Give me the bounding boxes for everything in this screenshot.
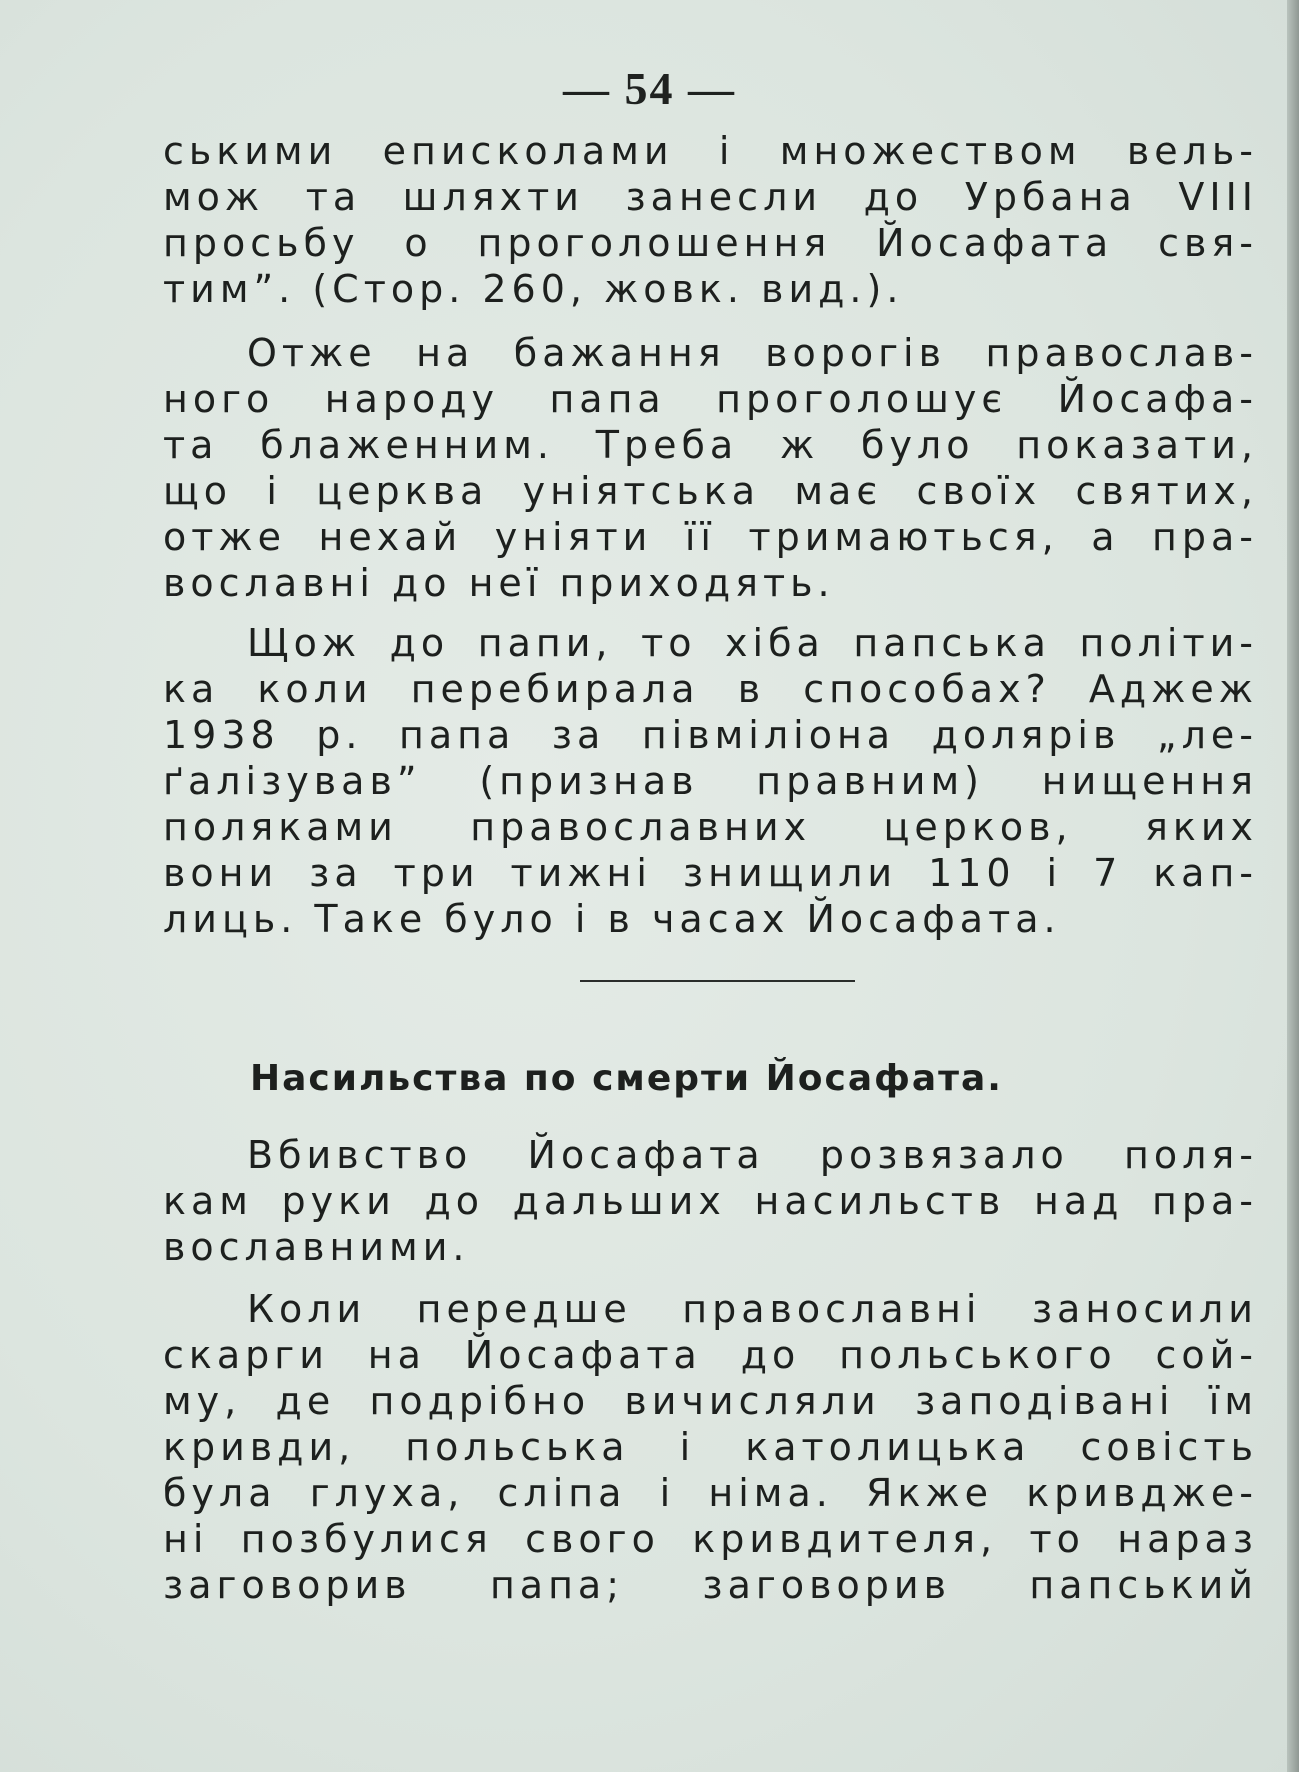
text-line: та блаженним. Треба ж було показати, (163, 423, 1258, 467)
text-line: вославними. (163, 1225, 470, 1269)
text-line: кривди, польська і католицька совість (163, 1425, 1258, 1469)
text-line: Отже на бажання ворогів православ- (247, 331, 1258, 375)
page-gutter-shadow (1287, 0, 1299, 1772)
text-line: ськими еписколами і множеством вель- (163, 129, 1258, 173)
text-line: Вбивство Йосафата розвязало поля- (247, 1133, 1258, 1177)
text-line: тим”. (Стор. 260, жовк. вид.). (163, 267, 904, 311)
paragraph-3 (163, 620, 1258, 942)
text-line: му, де подрібно вичисляли заподівані їм (163, 1379, 1258, 1423)
text-line: заговорив папа; заговорив папський (163, 1563, 1258, 1607)
section-divider (580, 980, 855, 982)
text-line: ного народу папа проголошує Йосафа- (163, 377, 1258, 421)
text-line: кам руки до дальших насильств над пра- (163, 1179, 1258, 1223)
text-line: просьбу о проголошення Йосафата свя- (163, 221, 1258, 265)
section-heading: Насильства по смерти Йосафата. (250, 1058, 1003, 1099)
paragraph-2 (163, 330, 1258, 606)
text-line: Коли передше православні заносили (247, 1287, 1258, 1331)
text-line: що і церква уніятська має своїх святих, (163, 469, 1258, 513)
text-line: 1938 р. папа за півміліона долярів „ле- (163, 713, 1258, 757)
text-line: ні позбулися свого кривдителя, то нараз (163, 1517, 1258, 1561)
paragraph-1 (163, 128, 1258, 312)
text-line: отже нехай уніяти її тримаються, а пра- (163, 515, 1258, 559)
text-line: вони за три тижні знищили 110 і 7 кап- (163, 851, 1258, 895)
text-line: Щож до папи, то хіба папська політи- (247, 621, 1258, 665)
text-line: ґалізував” (признав правним) нищення (163, 759, 1258, 803)
paragraph-4 (163, 1132, 1258, 1270)
page-number: — 54 — (563, 63, 736, 114)
text-line: вославні до неї приходять. (163, 561, 835, 605)
text-line: ка коли перебирала в способах? Аджеж (163, 667, 1258, 711)
text-line: скарги на Йосафата до польського сой- (163, 1333, 1258, 1377)
text-line: мож та шляхти занесли до Урбана VIII (163, 175, 1258, 219)
text-line: поляками православних церков, яких (163, 805, 1258, 849)
text-line: була глуха, сліпа і німа. Якже кривдже- (163, 1471, 1258, 1515)
text-line: лиць. Таке було і в часах Йосафата. (163, 897, 1061, 941)
paragraph-5 (163, 1286, 1258, 1608)
